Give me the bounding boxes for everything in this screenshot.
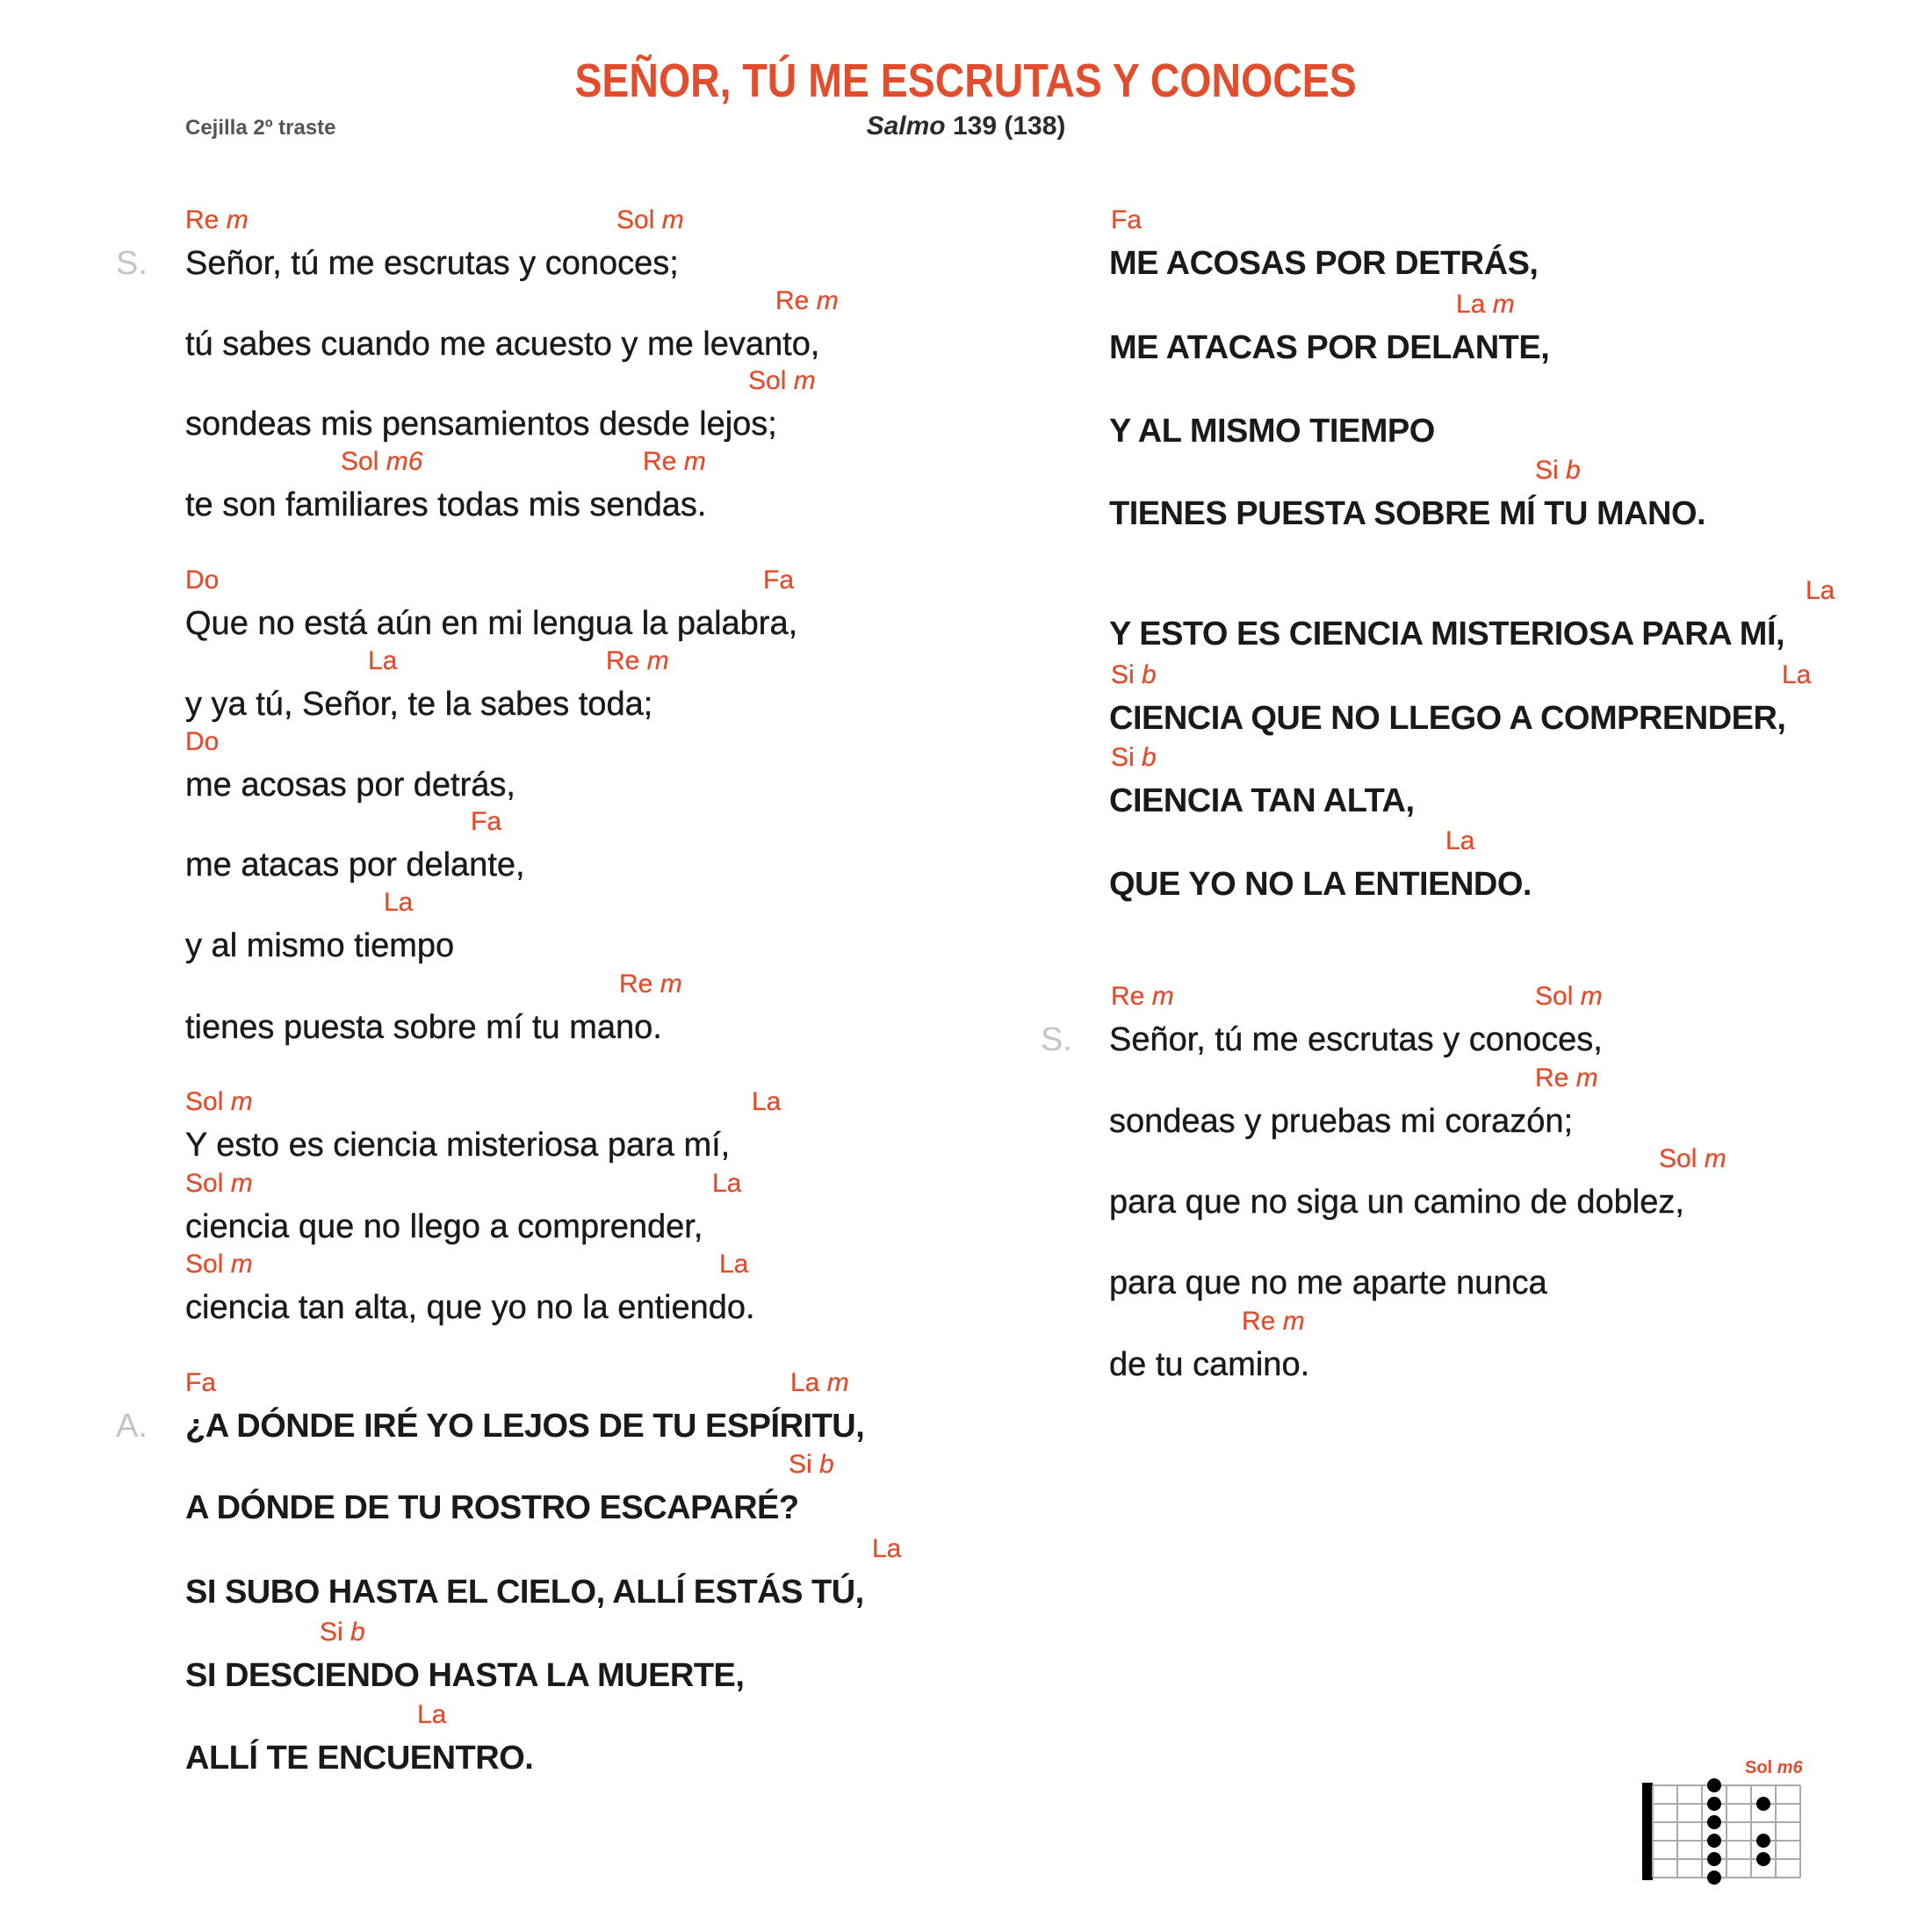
lyric-line: me atacas por delante, (185, 847, 525, 883)
chord-quality: m (816, 286, 839, 315)
chord-label (471, 807, 501, 837)
lyric-line: CIENCIA QUE NO LLEGO A COMPRENDER, (1109, 700, 1786, 737)
chord-label (1111, 205, 1142, 235)
chord-root: La (1445, 826, 1475, 855)
chord-root: Do (185, 727, 220, 756)
lyric-line: Y ESTO ES CIENCIA MISTERIOSA PARA MÍ, (1109, 616, 1785, 652)
lyric-line: y al mismo tiempo (185, 927, 455, 964)
chord-label (1782, 660, 1811, 690)
chord-quality: m (1575, 1063, 1598, 1092)
chord-label (790, 1368, 849, 1398)
chord-label (643, 447, 706, 477)
chord-label (775, 286, 839, 316)
lyric-line: ME ACOSAS POR DETRÁS, (1109, 245, 1539, 282)
chord-quality: b (1566, 456, 1581, 485)
chord-label (606, 646, 669, 676)
capo-note: Cejilla 2º traste (185, 116, 336, 140)
chord-root: Sol (185, 1250, 224, 1279)
chord-label (1456, 290, 1515, 320)
lyric-line: QUE YO NO LA ENTIENDO. (1109, 866, 1532, 903)
chord-root: La (1806, 576, 1835, 605)
chord-label (1242, 1307, 1305, 1337)
song-title (0, 54, 1932, 107)
chord-label (752, 1087, 781, 1117)
lyric-line: para que no me aparte nunca (1109, 1265, 1547, 1301)
chord-label (719, 1250, 748, 1280)
chord-root: Re (606, 646, 640, 675)
chord-label (763, 566, 794, 595)
chord-quality: b (1142, 743, 1157, 772)
chord-root: Sol (185, 1087, 224, 1116)
lyric-line: A DÓNDE DE TU ROSTRO ESCAPARÉ? (185, 1489, 799, 1526)
chord-label (1445, 826, 1474, 856)
lyric-line: Señor, tú me escrutas y conoces; (185, 245, 679, 282)
lyric-line: Señor, tú me escrutas y conoces, (1109, 1021, 1603, 1058)
chord-quality: m (683, 447, 706, 476)
song-title-text: SEÑOR, TÚ ME ESCRUTAS Y CONOCES (574, 54, 1358, 107)
lyric-line: Y AL MISMO TIEMPO (1109, 413, 1435, 450)
chord-label (712, 1169, 741, 1199)
lyric-line: para que no siga un camino de doblez, (1109, 1184, 1684, 1221)
chord-root: Fa (1111, 205, 1143, 234)
lyric-line: SI DESCIENDO HASTA LA MUERTE, (185, 1657, 745, 1694)
chord-label (1659, 1144, 1727, 1174)
chord-root: La (384, 888, 414, 917)
chord-quality: m (1151, 982, 1174, 1011)
chord-label (1535, 456, 1581, 486)
chord-label (1111, 743, 1157, 773)
chord-root: Sol (185, 1169, 224, 1198)
lyric-line: sondeas y pruebas mi corazón; (1109, 1103, 1574, 1140)
chord-label (185, 727, 219, 757)
section-marker: A. (116, 1408, 148, 1445)
chord-quality: m (793, 366, 816, 395)
chord-quality: m (1704, 1144, 1727, 1173)
lyric-line: te son familiares todas mis sendas. (185, 487, 707, 523)
chord-label (1111, 660, 1157, 690)
chord-quality: m (1282, 1307, 1305, 1336)
chord-label (619, 970, 682, 999)
chord-label (185, 205, 249, 235)
chord-quality: m (230, 1087, 253, 1116)
chord-quality: m (661, 205, 684, 234)
chord-root: La (752, 1087, 782, 1116)
chord-quality: m (660, 970, 682, 998)
lyric-line: ALLÍ TE ENCUENTRO. (185, 1740, 534, 1777)
chord-root: Re (619, 970, 653, 998)
lyric-line: ¿A DÓNDE IRÉ YO LEJOS DE TU ESPÍRITU, (185, 1408, 865, 1445)
chord-root: Si (1111, 743, 1135, 772)
psalm-number: 139 (138) (945, 112, 1066, 141)
chord-root: Sol (1659, 1144, 1698, 1173)
chord-quality: m (230, 1169, 253, 1198)
chord-label (384, 888, 413, 918)
section-marker: S. (1041, 1021, 1072, 1058)
chord-root: Fa (763, 566, 795, 595)
chord-diagram-quality: m6 (1777, 1758, 1803, 1777)
chord-root: Sol (341, 447, 379, 476)
chord-label (185, 566, 219, 595)
chord-label (1111, 982, 1174, 1012)
chord-diagram (1635, 1756, 1828, 1906)
chord-label (320, 1618, 365, 1647)
chord-root: Do (185, 566, 220, 595)
chord-root: Re (643, 447, 677, 476)
chord-label (185, 1250, 253, 1280)
chord-root: La (417, 1700, 447, 1729)
chord-label (185, 1169, 253, 1199)
chord-label (616, 205, 684, 235)
chord-root: Re (1242, 1307, 1276, 1336)
chord-label (1535, 982, 1603, 1012)
chord-label (185, 1087, 253, 1117)
chord-root: La (719, 1250, 749, 1279)
chord-label (417, 1700, 446, 1730)
chord-root: La (368, 646, 398, 675)
chord-label (1535, 1063, 1598, 1093)
chord-quality: b (1142, 660, 1157, 689)
chord-root: Sol (1535, 982, 1574, 1011)
chord-label (341, 447, 422, 477)
chord-root: Si (1535, 456, 1559, 485)
lyric-line: tú sabes cuando me acuesto y me levanto, (185, 326, 820, 363)
chord-quality: m (1492, 290, 1515, 319)
chord-label (789, 1450, 834, 1480)
chord-root: Fa (471, 807, 502, 836)
chord-root: Re (185, 205, 220, 234)
chord-root: Fa (185, 1368, 217, 1397)
chord-root: Re (1111, 982, 1145, 1011)
chord-root: Si (1111, 660, 1135, 689)
lyric-line: SI SUBO HASTA EL CIELO, ALLÍ ESTÁS TÚ, (185, 1574, 864, 1611)
lyric-line: CIENCIA TAN ALTA, (1109, 782, 1415, 819)
chord-quality: m6 (386, 447, 423, 476)
lyric-line: TIENES PUESTA SOBRE MÍ TU MANO. (1109, 495, 1706, 532)
chord-root: Si (789, 1450, 812, 1479)
chord-quality: m (226, 205, 249, 234)
lyric-line: tienes puesta sobre mí tu mano. (185, 1009, 662, 1046)
lyric-line: y ya tú, Señor, te la sabes toda; (185, 686, 653, 723)
chord-root: Re (775, 286, 810, 315)
lyric-line: Que no está aún en mi lengua la palabra, (185, 605, 798, 642)
chord-root: La (1456, 290, 1486, 319)
chord-root: La (872, 1534, 902, 1563)
psalm-label: Salmo (866, 112, 946, 141)
chord-quality: m (826, 1368, 849, 1397)
chord-quality: b (350, 1618, 365, 1647)
chord-label (185, 1368, 216, 1398)
chord-label (1806, 576, 1835, 606)
chord-label (748, 366, 816, 396)
lyric-line: me acosas por detrás, (185, 767, 515, 804)
chord-root: Si (320, 1618, 343, 1647)
lyric-line: sondeas mis pensamientos desde lejos; (185, 406, 777, 443)
chord-label (368, 646, 397, 676)
lyric-line: de tu camino. (1109, 1346, 1310, 1383)
chord-quality: m (646, 646, 669, 675)
chord-quality: m (1580, 982, 1603, 1011)
chord-root: La (1782, 660, 1812, 689)
chord-root: Sol (748, 366, 787, 395)
chord-root: Re (1535, 1063, 1569, 1092)
lyric-line: ME ATACAS POR DELANTE, (1109, 329, 1550, 366)
chord-quality: m (230, 1250, 253, 1279)
lyric-line: ciencia tan alta, que yo no la entiendo. (185, 1289, 755, 1326)
chord-root: La (712, 1169, 742, 1198)
chord-root: La (790, 1368, 820, 1397)
fretboard-icon (1635, 1756, 1828, 1906)
chord-label (872, 1534, 901, 1564)
chord-quality: b (819, 1450, 834, 1479)
section-marker: S. (116, 245, 148, 282)
chord-diagram-root: Sol (1745, 1758, 1773, 1777)
lyric-line: ciencia que no llego a comprender, (185, 1208, 703, 1245)
chord-root: Sol (616, 205, 655, 234)
lyric-line: Y esto es ciencia misteriosa para mí, (185, 1127, 731, 1164)
